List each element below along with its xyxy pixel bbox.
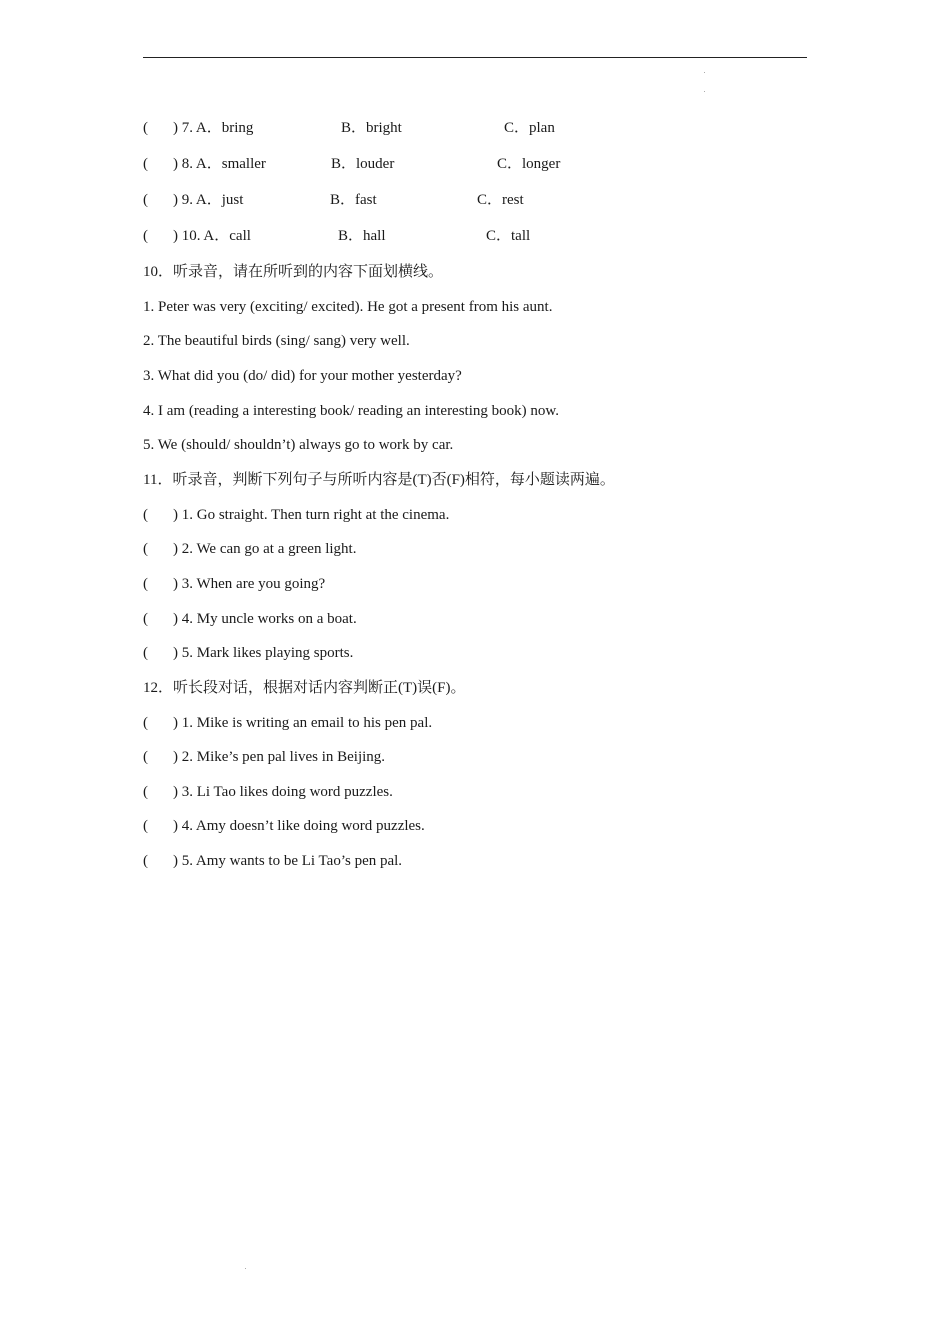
answer-blank: ( — [143, 576, 148, 592]
statement-text: ) 4. My uncle works on a boat. — [173, 611, 357, 627]
section-10-item-4: 4. I am (reading a interesting book/ reading an interesting book) now. — [143, 403, 559, 419]
scan-speck — [704, 72, 705, 73]
section-12-item-5 — [143, 851, 402, 871]
section-11-item-2 — [143, 539, 356, 559]
question-number: ) 10. A． — [173, 228, 230, 244]
answer-blank: ( — [143, 853, 148, 869]
question-number: ) 7. A． — [173, 120, 222, 136]
answer-blank: ( — [143, 611, 148, 627]
header-rule — [143, 57, 807, 58]
section-10-title: 10．听录音，请在所听到的内容下面划横线。 — [143, 264, 444, 280]
answer-blank: ( — [143, 228, 148, 244]
section-11-item-5 — [143, 643, 353, 663]
answer-blank: ( — [143, 715, 148, 731]
answer-blank: ( — [143, 507, 148, 523]
choice-question-9 — [143, 190, 524, 210]
option-b: B．fast — [330, 192, 377, 208]
choice-question-10 — [143, 226, 531, 246]
option-a: bring — [221, 120, 254, 136]
answer-blank: ( — [143, 784, 148, 800]
option-b: B．hall — [338, 228, 386, 244]
choice-question-7 — [143, 118, 555, 138]
statement-text: ) 2. We can go at a green light. — [173, 541, 357, 557]
choice-question-8 — [143, 154, 561, 174]
answer-blank: ( — [143, 749, 148, 765]
statement-text: ) 3. When are you going? — [173, 576, 326, 592]
section-10-item-3: 3. What did you (do/ did) for your mother yesterday? — [143, 368, 462, 384]
statement-text: ) 5. Amy wants to be Li Tao’s pen pal. — [173, 853, 403, 869]
option-c: C．plan — [504, 120, 555, 136]
section-10-item-1: 1. Peter was very (exciting/ excited). He got a present from his aunt. — [143, 299, 553, 315]
answer-blank: ( — [143, 156, 148, 172]
section-11-item-4 — [143, 609, 357, 629]
section-11-item-3 — [143, 574, 325, 594]
statement-text: ) 3. Li Tao likes doing word puzzles. — [173, 784, 393, 800]
option-b: B．louder — [331, 156, 395, 172]
question-number: ) 9. A． — [173, 192, 222, 208]
section-12-title: 12．听长段对话，根据对话内容判断正(T)误(F)。 — [143, 680, 466, 696]
option-b: B．bright — [341, 120, 402, 136]
option-c: C．rest — [477, 192, 524, 208]
statement-text: ) 1. Go straight. Then turn right at the cinema. — [173, 507, 450, 523]
section-12-item-4 — [143, 816, 425, 836]
statement-text: ) 4. Amy doesn’t like doing word puzzles. — [173, 818, 425, 834]
section-10-item-5: 5. We (should/ shouldn’t) always go to work by car. — [143, 437, 454, 453]
section-12-item-2 — [143, 747, 385, 767]
statement-text: ) 1. Mike is writing an email to his pen pal. — [173, 715, 433, 731]
option-c: C．tall — [486, 228, 531, 244]
answer-blank: ( — [143, 541, 148, 557]
answer-blank: ( — [143, 818, 148, 834]
section-12-item-1 — [143, 713, 432, 733]
statement-text: ) 2. Mike’s pen pal lives in Beijing. — [173, 749, 386, 765]
answer-blank: ( — [143, 192, 148, 208]
section-11-item-1 — [143, 505, 449, 525]
scan-speck — [245, 1268, 246, 1269]
question-number: ) 8. A． — [173, 156, 222, 172]
scan-speck — [704, 91, 705, 92]
section-11-title: 11．听录音，判断下列句子与所听内容是(T)否(F)相符，每小题读两遍。 — [143, 472, 615, 488]
answer-blank: ( — [143, 645, 148, 661]
section-10-item-2: 2. The beautiful birds (sing/ sang) very well. — [143, 333, 410, 349]
option-a: smaller — [221, 156, 266, 172]
option-a: just — [221, 192, 244, 208]
option-c: C．longer — [497, 156, 561, 172]
answer-blank: ( — [143, 120, 148, 136]
option-a: call — [229, 228, 251, 244]
section-12-item-3 — [143, 782, 393, 802]
statement-text: ) 5. Mark likes playing sports. — [173, 645, 354, 661]
